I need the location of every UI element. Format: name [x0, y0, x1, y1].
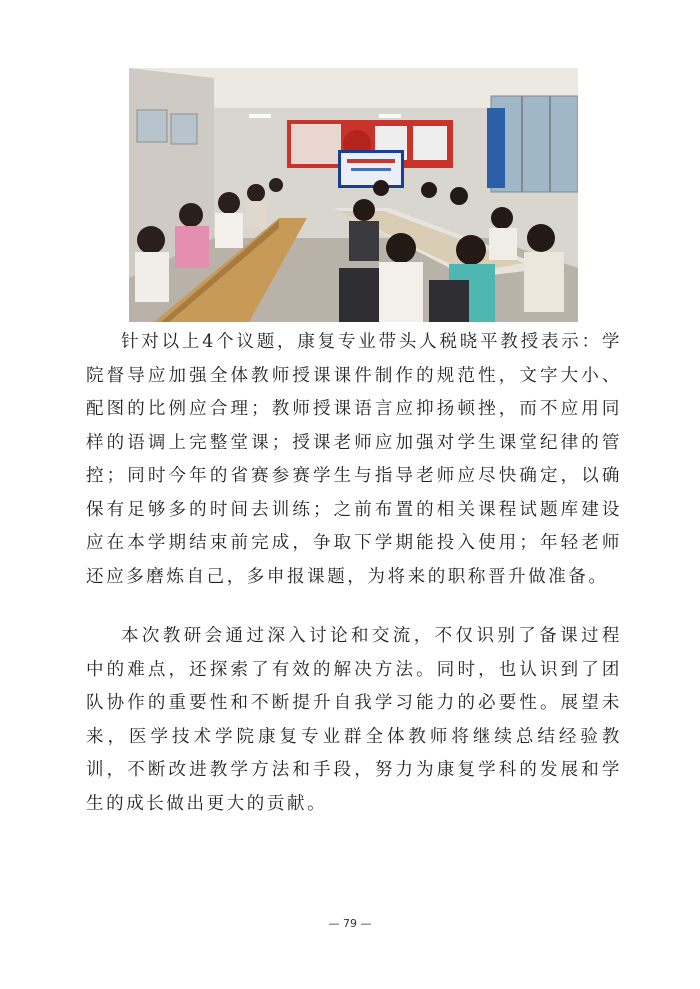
body-paragraph: 针对以上4个议题，康复专业带头人税晓平教授表示：学院督导应加强全体教师授课课件制作的规范性，文字大小、配图的比例应合理；教师授课语言应抑扬顿挫，而不应用同样的语调上完整堂课；授课老师应加强对学生课堂纪律的管控；同时今年的省赛参赛学生与指导老师应尽快确定，以确保有足够多的时间去训练；之前布置的相关课程试题库建设应在本学期结束前完成，争取下学期能投入使用；年轻老师还应多磨炼自己，多申报课题，为将来的职称晋升做准备。 — [86, 332, 622, 587]
page-number: — 79 — — [328, 917, 372, 930]
meeting-photo — [129, 68, 578, 322]
body-paragraph: 本次教研会通过深入讨论和交流，不仅识别了备课过程中的难点，还探索了有效的解决方法。同时，也认识到了团队协作的重要性和不断提升自我学习能力的必要性。展望未来，医学技术学院康复专业群全体教师将继续总结经验教训，不断改进教学方法和手段，努力为康复学科的发展和学生的成长做出更大的贡献。 — [86, 626, 622, 814]
